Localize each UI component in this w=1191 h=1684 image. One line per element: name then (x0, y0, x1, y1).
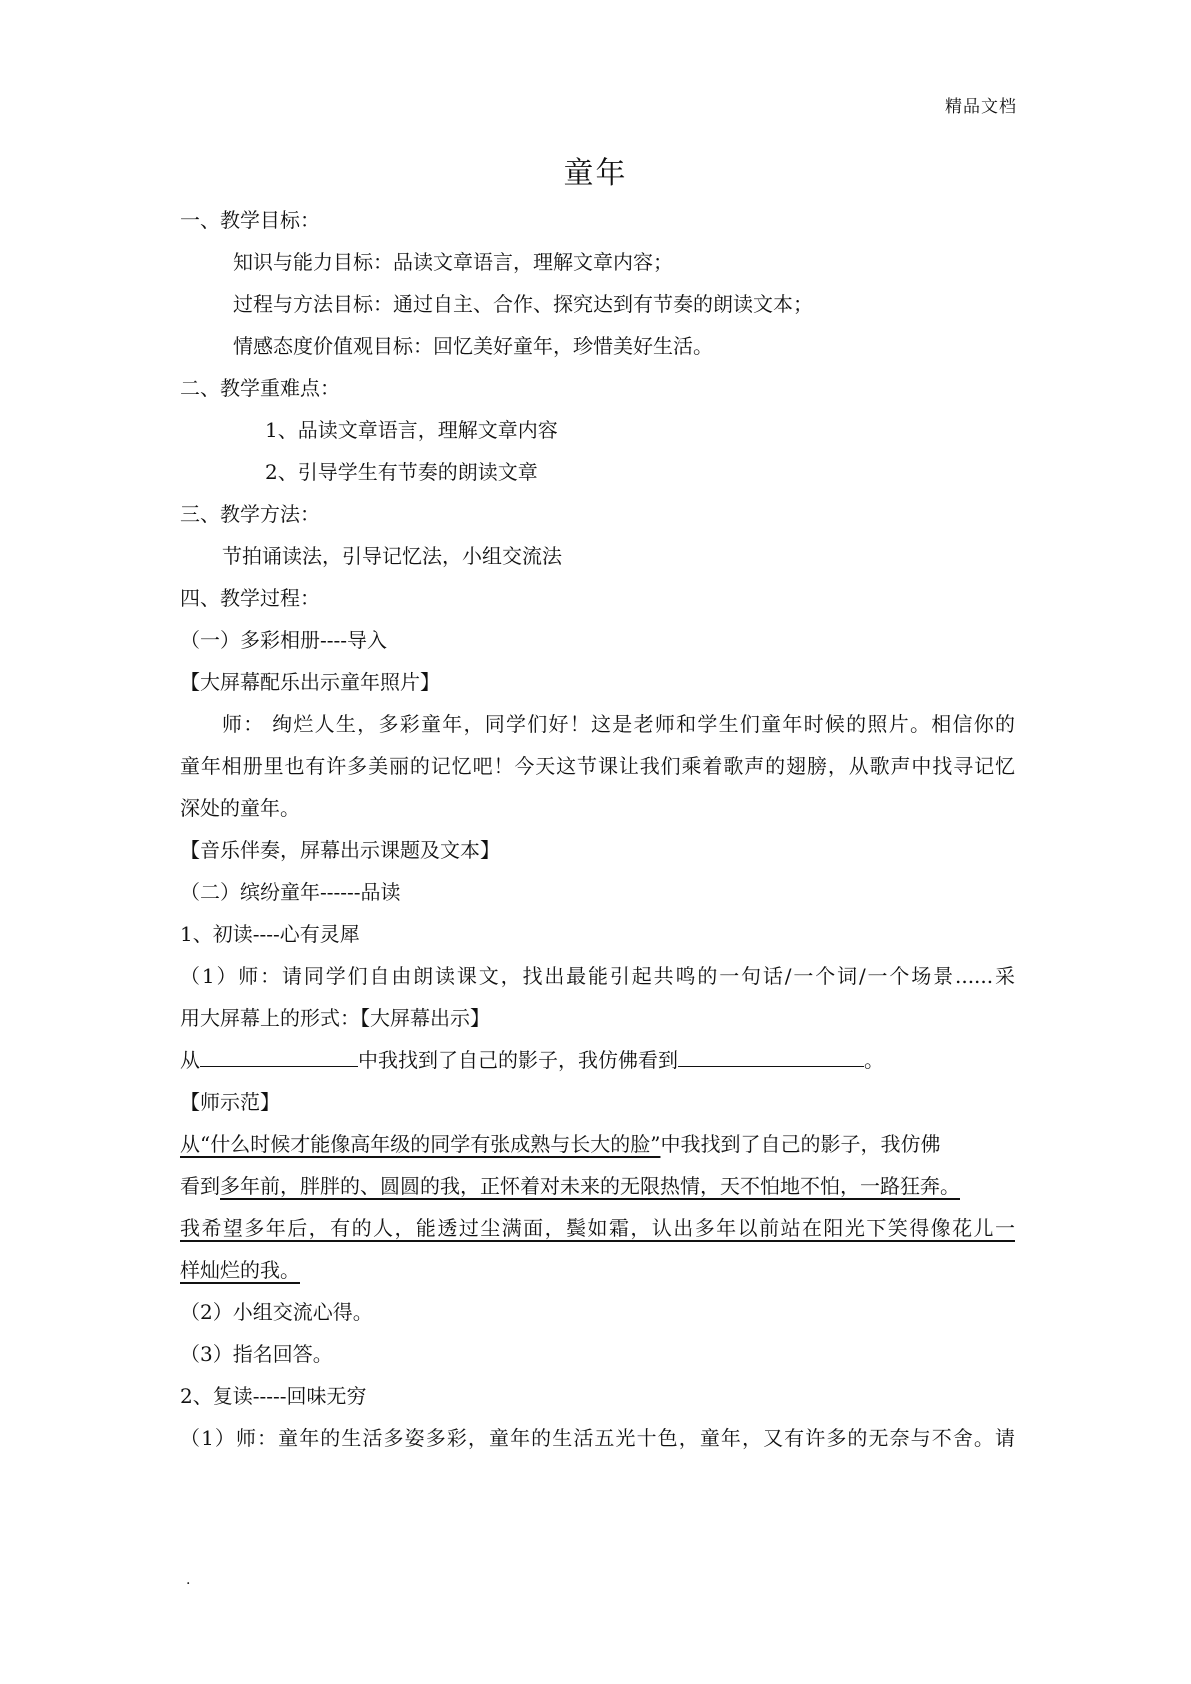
section-4-heading: 四、教学过程： (180, 586, 320, 610)
question-2: （2）小组交流心得。 (180, 1300, 373, 1324)
template-middle: 中我找到了自己的影子，我仿佛看到 (358, 1048, 678, 1072)
section-3-heading: 三、教学方法： (180, 502, 320, 526)
question-1-line-1: （1）师：请同学们自由朗读课文，找出最能引起共鸣的一句话/一个词/一个场景......采 (180, 964, 1015, 988)
demo-line-3-text: 我希望多年后，有的人，能透过尘满面，鬓如霜，认出多年以前站在阳光下笑得像花儿一 (180, 1216, 1015, 1240)
objective-3: 情感态度价值观目标：回忆美好童年，珍惜美好生活。 (233, 334, 713, 358)
demo-cue: 【师示范】 (180, 1090, 280, 1114)
stage-cue-1: 【大屏幕配乐出示童年照片】 (180, 670, 440, 694)
fill-in-template (180, 1046, 1015, 1074)
question-4: （1）师：童年的生活多姿多彩，童年的生活五光十色，童年，又有许多的无奈与不舍。请 (180, 1426, 1015, 1450)
objective-1: 知识与能力目标：品读文章语言，理解文章内容； (233, 250, 673, 274)
template-blank-1 (200, 1046, 358, 1067)
part-2-heading: （二）缤纷童年------品读 (180, 880, 401, 904)
step-1-heading: 1、初读----心有灵犀 (180, 922, 360, 946)
key-point-1: 1、品读文章语言，理解文章内容 (265, 418, 558, 442)
step-2-heading: 2、复读-----回味无穷 (180, 1384, 367, 1408)
part-1-heading: （一）多彩相册----导入 (180, 628, 388, 652)
footer-dot: . (186, 1572, 191, 1588)
key-point-2: 2、引导学生有节奏的朗读文章 (265, 460, 538, 484)
stage-cue-2: 【音乐伴奏，屏幕出示课题及文本】 (180, 838, 500, 862)
document-title: 童年 (563, 156, 628, 191)
template-from: 从 (180, 1048, 200, 1072)
question-3: （3）指名回答。 (180, 1342, 333, 1366)
objective-2: 过程与方法目标：通过自主、合作、探究达到有节奏的朗读文本； (233, 292, 813, 316)
demo-line-1 (180, 1130, 1015, 1158)
methods-text: 节拍诵读法，引导记忆法，小组交流法 (222, 544, 562, 568)
demo-line-4-text: 样灿烂的我。 (180, 1258, 300, 1282)
header-mark: 精品文档 (945, 97, 1017, 117)
template-end: 。 (864, 1048, 884, 1072)
teacher-paragraph-line-2: 童年相册里也有许多美丽的记忆吧！今天这节课让我们乘着歌声的翅膀，从歌声中找寻记忆 (180, 754, 1015, 778)
demo-mid: 中我找到了自己的影子，我仿佛 (660, 1132, 941, 1156)
question-1-line-2: 用大屏幕上的形式：【大屏幕出示】 (180, 1006, 490, 1030)
teacher-paragraph-line-3: 深处的童年。 (180, 796, 300, 820)
demo-line-2-underlined: 多年前，胖胖的、圆圆的我，正怀着对未来的无限热情，天不怕地不怕，一路狂奔。 (220, 1174, 960, 1198)
section-2-heading: 二、教学重难点： (180, 376, 340, 400)
template-blank-2 (678, 1046, 864, 1067)
demo-line-3 (180, 1214, 1015, 1242)
section-1-heading: 一、教学目标： (180, 208, 320, 232)
demo-line-4 (180, 1256, 1015, 1284)
demo-from: 从 (180, 1132, 200, 1156)
demo-quote: “什么时候才能像高年级的同学有张成熟与长大的脸” (200, 1132, 661, 1156)
teacher-paragraph-line-1: 师： 绚烂人生，多彩童年，同学们好！这是老师和学生们童年时候的照片。相信你的 (222, 712, 1015, 736)
demo-line-2-prefix: 看到 (180, 1174, 220, 1198)
demo-line-2 (180, 1172, 1015, 1200)
